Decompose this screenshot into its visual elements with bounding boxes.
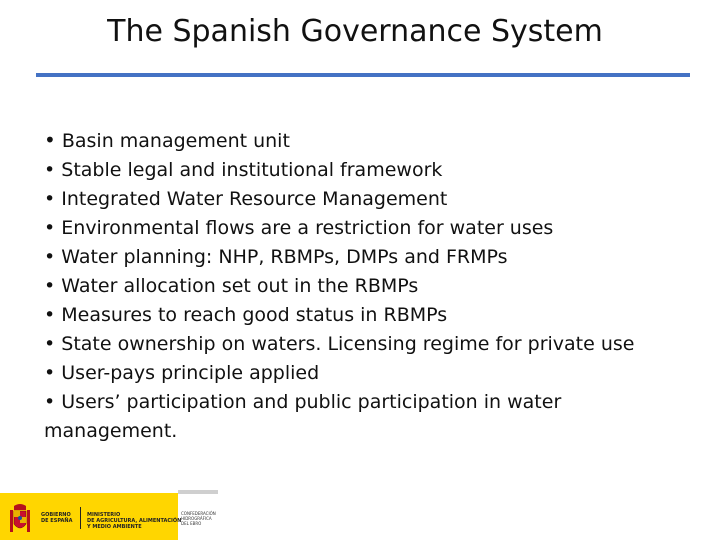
bullet-item <box>44 126 694 156</box>
bullet-mark: • <box>44 275 56 297</box>
bullet-mark: • <box>44 246 56 268</box>
bullet-item <box>44 243 694 272</box>
bullet-mark: • <box>44 188 56 210</box>
bullet-text: Basin management unit <box>61 130 290 152</box>
title-underline <box>36 73 690 77</box>
bullet-text: Stable legal and institutional framework <box>61 159 443 181</box>
government-line: GOBIERNO <box>41 512 71 518</box>
bullet-text: Water planning: NHP, RBMPs, DMPs and FRMPs <box>61 246 508 268</box>
bullet-mark: • <box>44 304 56 326</box>
bullet-item <box>44 388 694 446</box>
bullet-text: State ownership on waters. Licensing regime for private use <box>61 333 635 355</box>
bullet-mark: • <box>44 159 56 181</box>
bullet-mark: • <box>44 333 56 355</box>
bullet-list <box>44 126 694 446</box>
confederation-line: HIDROGRÁFICA <box>181 516 212 521</box>
bullet-text: User-pays principle applied <box>61 362 320 384</box>
footer-gray-strip <box>178 490 218 494</box>
bullet-mark: • <box>44 217 56 239</box>
confederation-line: CONFEDERACIÓN <box>181 511 216 516</box>
bullet-item <box>44 272 694 301</box>
spanish-coat-of-arms-icon <box>8 502 32 536</box>
bullet-item <box>44 359 694 388</box>
slide-title: The Spanish Governance System <box>107 14 603 49</box>
bullet-text: Integrated Water Resource Management <box>61 188 448 210</box>
bullet-text: Environmental flows are a restriction for water uses <box>61 217 554 239</box>
ministry-line: DE AGRICULTURA, ALIMENTACIÓN <box>87 518 182 524</box>
bullet-item <box>44 185 694 214</box>
bullet-mark: • <box>44 128 56 152</box>
confederation-name <box>181 511 216 526</box>
government-line: DE ESPAÑA <box>41 518 73 524</box>
government-name <box>41 512 72 524</box>
confederation-line: DEL EBRO <box>181 521 202 526</box>
bullet-text: Water allocation set out in the RBMPs <box>61 275 419 297</box>
bullet-item <box>44 156 694 185</box>
bullet-item <box>44 301 694 330</box>
bullet-item <box>44 330 694 359</box>
bullet-text: Users’ participation and public participation in water management. <box>44 391 562 442</box>
bullet-mark: • <box>44 391 56 413</box>
bullet-item <box>44 214 694 243</box>
ministry-name <box>87 512 181 530</box>
logo-separator <box>80 507 81 529</box>
bullet-mark: • <box>44 362 56 384</box>
ministry-line: Y MEDIO AMBIENTE <box>87 524 142 530</box>
bullet-text: Measures to reach good status in RBMPs <box>61 304 448 326</box>
ministry-line: MINISTERIO <box>87 512 121 518</box>
government-logo-band <box>0 493 182 540</box>
